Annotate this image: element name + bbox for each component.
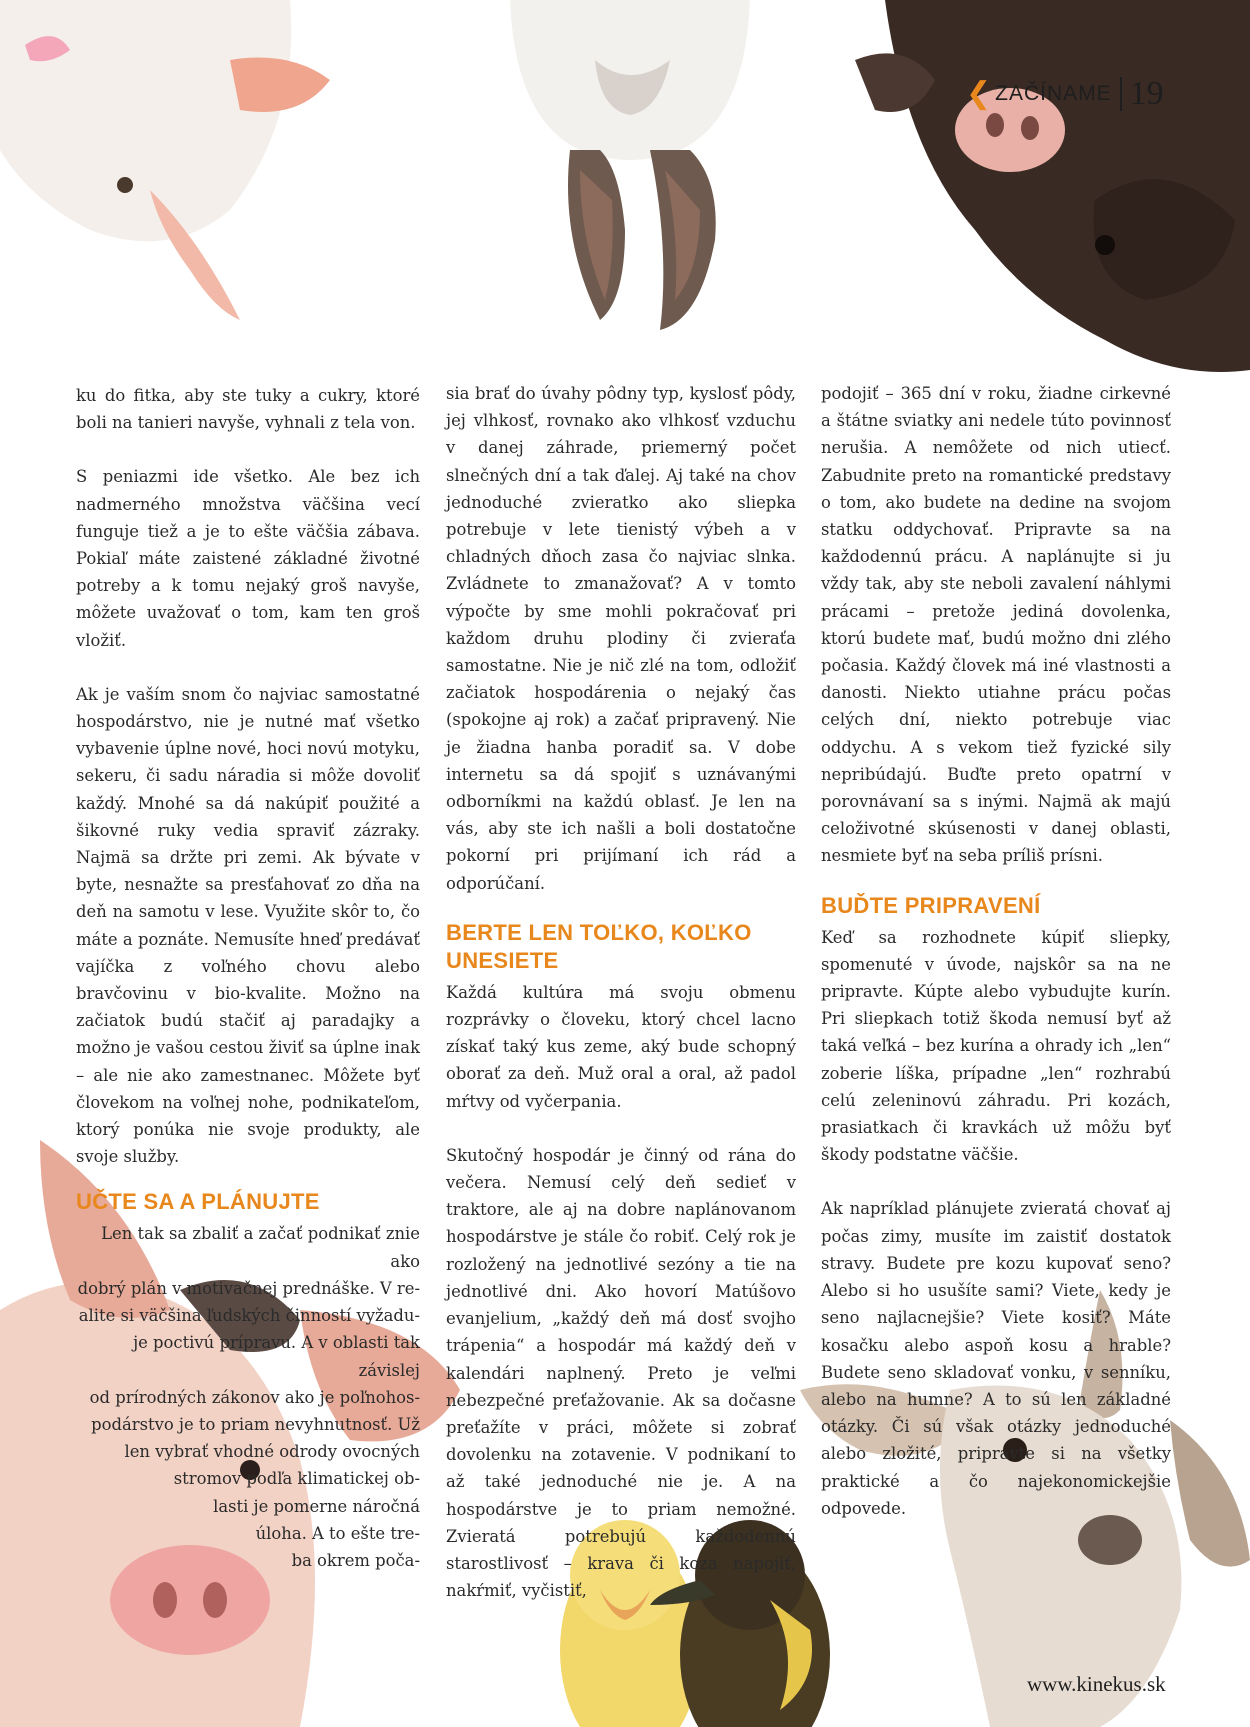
text-column-1 — [76, 382, 420, 1574]
section-heading: BUĎTE PRIPRAVENÍ — [821, 892, 1041, 918]
text-line: ba okrem poča- — [291, 1550, 420, 1570]
page-number: 19 — [1129, 75, 1164, 112]
piglet-dark-image — [845, 0, 1250, 380]
section-title: ZAČÍNAME — [995, 82, 1112, 105]
section-heading: UČTE SA A PLÁNUJTE — [76, 1189, 320, 1215]
paragraph: Keď sa rozhodnete kúpiť sliepky, spomenuté v úvode, najskôr sa na ne pripravte. Kúpte alebo vybudujte kurín. Pri sliepkach totiž škoda nemusí byť až taká veľká – bez kurína a ohrady ich „len“ zoberie líška, prípadne „len“ rozhrabú celú zeleninovú záhradu. Pri kozách, prasiatkach či kravkách už môžu byť škody podstatne väčšie. — [821, 927, 1171, 1165]
text-line: len vybrať vhodné odrody ovocných — [124, 1442, 420, 1462]
paragraph: podojiť – 365 dní v roku, žiadne cirkevné a štátne sviatky ani nedele túto povinnosť nerušia. A nemôžete od nich utiecť. Zabudnite preto na romantické predstavy o tom, ako budete na dedine na svojom statku oddychovať. Pripravte sa na každodennú prácu. A naplánujte si ju vždy tak, aby ste neboli zavalení náhlymi prácami – pretože jediná dovolenka, ktorú budete mať, budú možno dni zlého počasia. Každý človek má iné vlastnosti a danosti. Niekto utiahne prácu počas celých dní, niekto potrebuje viac oddychu. A s vekom tiež fyzické sily nepribúdajú. Buďte preto opatrní v porovnávaní sa s inými. Najmä ak majú celoživotné skúsenosti v danej oblasti, nesmiete byť na seba príliš prísni. — [821, 384, 1171, 866]
paragraph: S peniazmi ide všetko. Ale bez ich nadmerného množstva väčšina vecí funguje tiež a je to ešte väčšia zábava. Pokiaľ máte zaistené základné životné potreby a k tomu nejaký groš navyše, môžete uvažovať o tom, kam ten groš vložiť. — [76, 467, 420, 650]
paragraph: sia brať do úvahy pôdny typ, kyslosť pôdy, jej vlhkosť, rovnako ako vlhkosť vzduchu v danej záhrade, priemerný počet slnečných dní a tak ďalej. Aj také na chov jednoduché zvieratko ako sliepka potrebuje v lete tienistý výbeh a v chladných dňoch zasa čo najviac slnka. Zvládnete to zmanažovať? A v tomto výpočte by sme mohli pokračovať pri každom druhu plodiny či zvieraťa samostatne. Nie je nič zlé na tom, odložiť začiatok hospodárenia o nejaký čas (spokojne aj rok) a začať pripravený. Nie je žiadna hanba poradiť sa. V dobe internetu sa dá spojiť s uznávanými odborníkmi na každú oblasť. Je len na vás, aby ste ich našli a boli dostatočne pokorní pri prijímaní ich rád a odporúčaní. — [446, 384, 796, 893]
text-line: je poctivú prípravu. A v oblasti tak závislej — [133, 1333, 420, 1380]
paragraph: ku do fitka, aby ste tuky a cukry, ktoré boli na tanieri navyše, vyhnali z tela von. — [76, 386, 420, 433]
page-header — [966, 74, 1164, 114]
goat-white-image — [0, 0, 330, 330]
text-line: lasti je pomerne náročná — [213, 1496, 420, 1516]
paragraph: Ak je vaším snom čo najviac samostatné hospodárstvo, nie je nutné mať všetko vybavenie úplne nové, hoci novú motyku, sekeru, či sadu náradia si môže dovoliť každý. Mnohé sa dá nakúpiť použité a šikovné ruky vedia spraviť zázraky. Najmä sa držte pri zemi. Ak bývate v byte, nesnažte sa presťahovať zo dňa na deň na samotu v lese. Využite skôr to, čo máte a poznáte. Nemusíte hneď predávať vajíčka z voľného chovu alebo bravčovinu v bio-kvalite. Možno na začiatok budú stačiť aj paradajky a možno je vašou cestou živiť sa úplne inak – ale nie ako zamestnanec. Môžete byť človekom na voľnej nohe, podnikateľom, ktorý ponúka nie svoje produkty, ale svoje služby. — [76, 684, 420, 1167]
text-line: alite si väčšina ľudských činností vyžadu- — [78, 1306, 420, 1326]
text-line: úloha. A to ešte tre- — [255, 1523, 420, 1543]
paragraph: Skutočný hospodár je činný od rána do večera. Nemusí celý deň sedieť v traktore, ale aj na dobre naplánovanom hospodárstve je stále čo robiť. Celý rok je rozložený na jednotlivé sezóny a tie na jednotlivé dni. Ako hovorí Matúšovo evanjelium, „každý deň má dosť svojho trápenia“ a hospodár má každý deň v kalendári naplnený. Preto je veľmi nebezpečné preťažovanie. Ak sa dočasne preťažíte v práci, môžete si zobrať dovolenku na zotavenie. V podnikaní to až také jednoduché nie je. A na hospodárstve je to priam nemožné. Zvieratá potrebujú každodennú starostlivosť – krava či koza napojiť, nakŕmiť, vyčistiť, — [446, 1145, 796, 1601]
paragraph-wrapped — [76, 1220, 420, 1574]
text-column-2 — [446, 380, 796, 1604]
text-line: dobrý plán v motivačnej prednáške. V re- — [77, 1278, 420, 1298]
text-line: podárstvo je to priam nevyhnutnosť. Už — [91, 1414, 420, 1434]
website-link[interactable]: www.kinekus.sk — [1027, 1672, 1166, 1696]
paragraph: Ak napríklad plánujete zvieratá chovať aj počas zimy, musíte im zaistiť dostatok stravy. Budete pre kozu kupovať seno? Alebo si ho usušíte sami? Viete, kedy je seno najlacnejšie? Viete kosiť? Máte kosačku alebo aspoň kosu a hrable? Budete seno skladovať vonku, v senníku, alebo na humne? A to sú len základné otázky. Či sú však otázky jednoduché alebo zložité, pripravte si na všetky praktické a čo najekonomickejšie odpovede. — [821, 1199, 1171, 1518]
rabbit-image — [500, 0, 760, 340]
paragraph: Každá kultúra má svoju obmenu rozprávky o človeku, ktorý chcel lacno získať taký kus zeme, aký bude schopný oborať za deň. Muž oral a oral, až padol mŕtvy od vyčerpania. — [446, 982, 796, 1111]
text-line: Len tak sa zbaliť a začať podnikať znie ako — [101, 1224, 420, 1271]
text-line: stromov podľa klimatickej ob- — [173, 1469, 420, 1489]
header-divider — [1120, 77, 1122, 111]
section-heading: BERTE LEN TOĽKO, KOĽKO UNESIETE — [446, 919, 752, 973]
text-column-3 — [821, 380, 1171, 1522]
chevron-left-icon: ❮ — [966, 76, 992, 111]
text-line: od prírodných zákonov ako je poľnohos- — [89, 1387, 420, 1407]
